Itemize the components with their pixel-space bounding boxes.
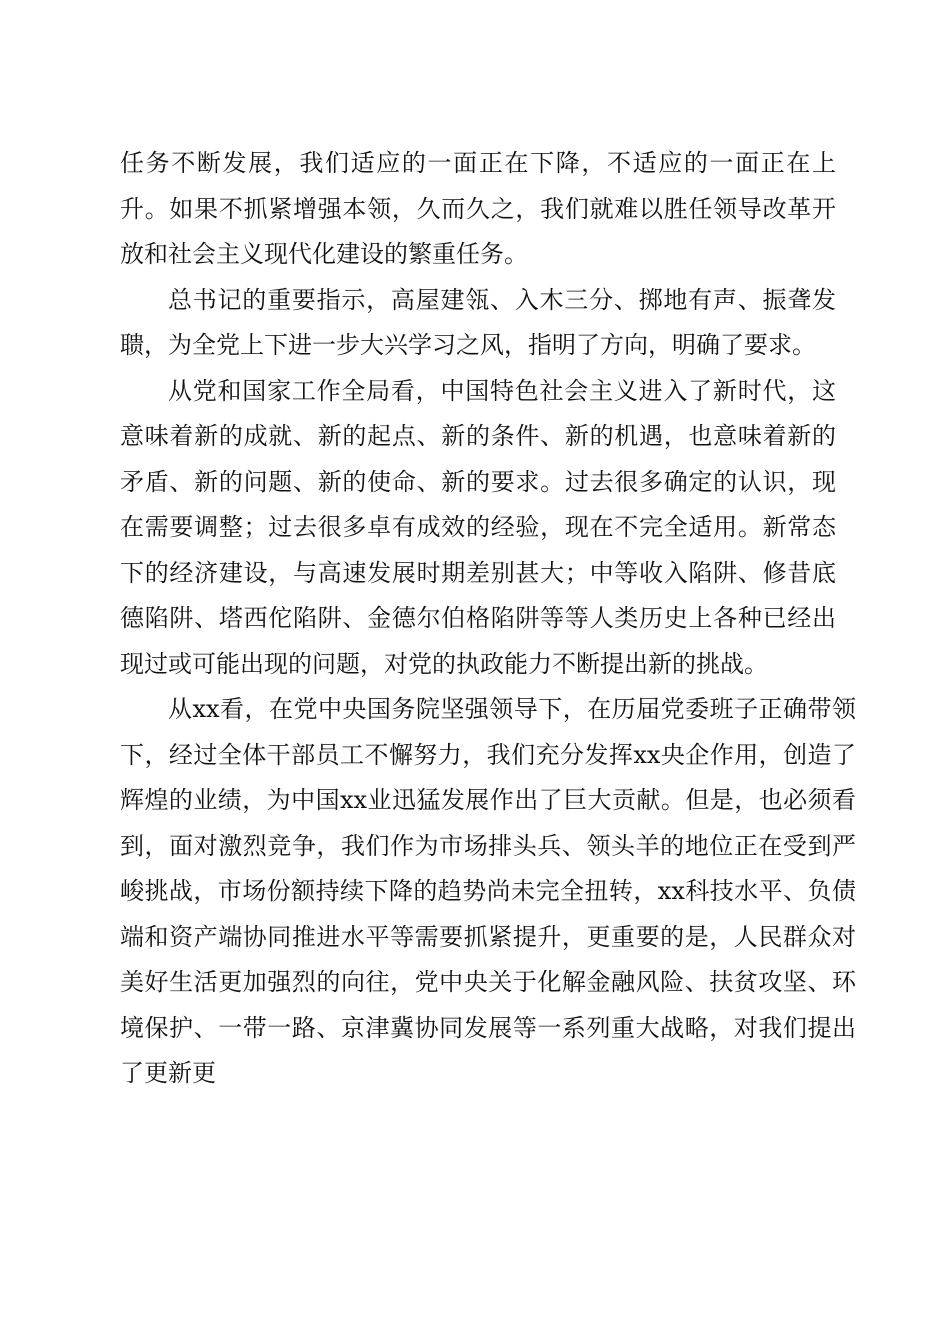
document-body — [120, 141, 856, 1097]
paragraph: 从党和国家工作全局看，中国特色社会主义进入了新时代，这意味着新的成就、新的起点、新的条件、新的机遇，也意味着新的矛盾、新的问题、新的使命、新的要求。过去很多确定的认识，现在需要调整；过去很多卓有成效的经验，现在不完全适用。新常态下的经济建设，与高速发展时期差别甚大；中等收入陷阱、修昔底德陷阱、塔西佗陷阱、金德尔伯格陷阱等等人类历史上各种已经出现过或可能出现的问题，对党的执政能力不断提出新的挑战。 — [120, 376, 836, 678]
paragraph: 从xx看，在党中央国务院坚强领导下，在历届党委班子正确带领下，经过全体干部员工不懈努力，我们充分发挥xx央企作用，创造了辉煌的业绩，为中国xx业迅猛发展作出了巨大贡献。但是，也必须看到，面对激烈竞争，我们作为市场排头兵、领头羊的地位正在受到严峻挑战，市场份额持续下降的趋势尚未完全扭转，xx科技水平、负债端和资产端协同推进水平等需要抓紧提升，更重要的是，人民群众对美好生活更加强烈的向往，党中央关于化解金融风险、扶贫攻坚、环境保护、一带一路、京津冀协同发展等一系列重大战略，对我们提出了更新更 — [120, 695, 856, 1087]
paragraph: 总书记的重要指示，高屋建瓴、入木三分、掷地有声、振聋发聩，为全党上下进一步大兴学习之风，指明了方向，明确了要求。 — [120, 285, 836, 359]
paragraph-continued: 任务不断发展，我们适应的一面正在下降，不适应的一面正在上升。如果不抓紧增强本领，久而久之，我们就难以胜任领导改革开放和社会主义现代化建设的繁重任务。 — [120, 149, 836, 268]
